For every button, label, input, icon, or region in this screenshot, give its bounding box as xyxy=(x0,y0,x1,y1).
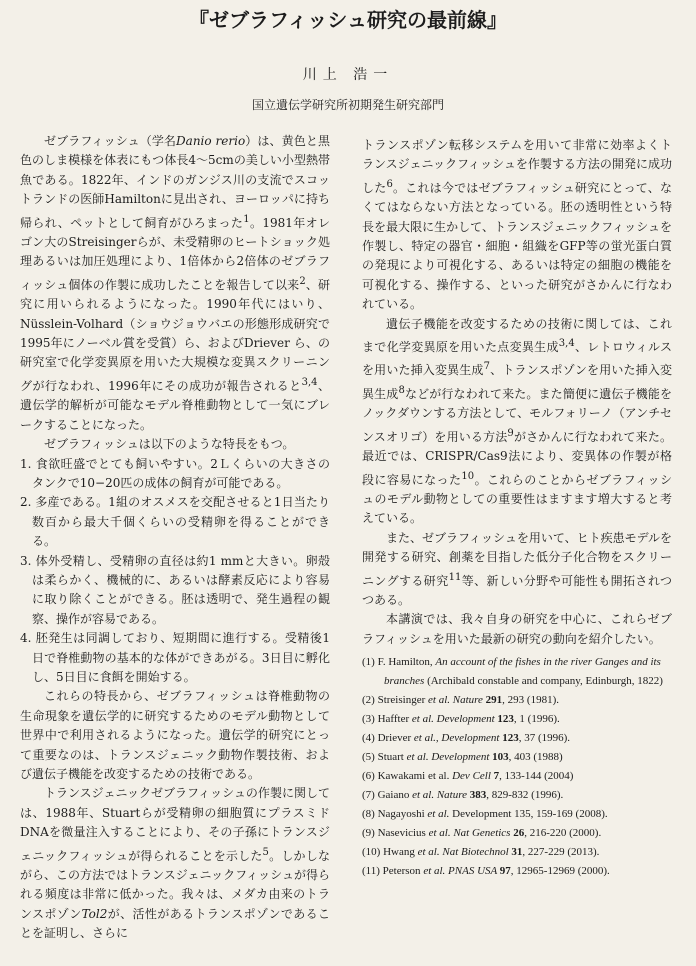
citation: 11 xyxy=(448,571,462,583)
reference-item: (4) Driever et al., Development 123, 37 (1996). xyxy=(362,732,571,745)
reference-item: (11) Peterson et al. PNAS USA 97, 12965-12969 (2000). xyxy=(362,865,610,878)
reference-item: (9) Nasevicius et al. Nat Genetics 26, 216-220 (2000). xyxy=(362,827,602,840)
reference-item: (5) Stuart et al. Development 103, 403 (1988) xyxy=(362,751,563,764)
feature-item: 4. 胚発生は同調しており、短期間に進行する。受精後1日で脊椎動物の基本的な体ができあがる。3日目に孵化し、5日目に食餌を開始する。 xyxy=(20,631,330,684)
reference-item: (2) Streisinger et al. Nature 291, 293 (1981). xyxy=(362,694,559,707)
feature-item: 1. 食欲旺盛でとても飼いやすい。2Ｌくらいの大きさのタンクで10−20匹の成体の飼育が可能である。 xyxy=(20,456,330,490)
reference-item: (1) F. Hamilton, An account of the fishes in the river Ganges and its branches (Archibald constable and company, Edinburgh, 1822) xyxy=(362,656,663,688)
reference-item: (8) Nagayoshi et al. Development 135, 159-169 (2008). xyxy=(362,808,608,821)
paragraph-features-intro: ゼブラフィッシュは以下のような特長をもつ。 xyxy=(44,437,295,452)
left-column xyxy=(20,132,330,958)
paragraph-model-animal: これらの特長から、ゼブラフィッシュは脊椎動物の生命現象を遺伝学的に研究するためのモデル動物として世界中で利用されるようになった。遺伝学的研究にとって重要なのは、トランスジェニック動物作製技術、および遺伝子機能を改変するための技術である。 xyxy=(20,689,330,781)
right-column xyxy=(362,136,672,962)
citation: 5 xyxy=(262,846,269,858)
citation: 1 xyxy=(243,213,250,225)
citation: 8 xyxy=(398,384,405,396)
author-name: 川上 浩一 xyxy=(302,67,394,83)
page-title: 『ゼブラフィッシュ研究の最前線』 xyxy=(189,8,507,32)
citation: 10 xyxy=(461,470,475,482)
paragraph-disease-model: また、ゼブラフィッシュを用いて、ヒト疾患モデルを開発する研究、創薬を目指した低分子化合物をスクリーニングする研究$^{11}$等、新しい分野や可能性も開拓されつつある。 xyxy=(362,530,672,607)
reference-item: (7) Gaiano et al. Nature 383, 829-832 (1996). xyxy=(362,789,564,802)
scientific-name: Danio rerio xyxy=(176,134,246,148)
citation: 7 xyxy=(483,361,490,373)
paragraph-transposon: トランスポゾン転移システムを用いて非常に効率よくトランスジェニックフィッシュを作製する方法の開発に成功した$^6$。これは今ではゼブラフィッシュ研究にとって、なくてはならない方法となっている。胚の透明性という特長を最大限に生かして、トランスジェニックフィッシュを作製し、特定の器官・細胞・組織をGFP等の蛍光蛋白質の発現により可視化する、あるいは特定の細胞の機能を可視化する、操作する、といった研究がさかんに行なわれている。 xyxy=(362,138,672,312)
reference-item: (10) Hwang et al. Nat Biotechnol 31, 227-229 (2013). xyxy=(362,846,600,859)
reference-list xyxy=(362,653,672,881)
paragraph-lecture: 本講演では、我々自身の研究を中心に、これらゼブラフィッシュを用いた最新の研究の動向を紹介したい。 xyxy=(362,612,672,646)
affiliation: 国立遺伝学研究所初期発生研究部門 xyxy=(251,98,444,112)
paragraph-intro: ゼブラフィッシュ（学名Danio rerio）は、黄色と黒色のしま模様を体表にもつ体長4〜5cmの美しい小型熱帯魚である。1822年、インドのガンジス川の支流でスコットランドの医師Hamiltonに見出され、ヨーロッパに持ち帰られ、ペットとして飼育がひろまった$^1$。1981年オレゴン大のStreisingerらが、未受精卵のヒートショック処理あるいは加圧処理により、1倍体から2倍体のゼブラフィッシュ個体の作製に成功したことを報告して以来$^2$、研究に用いられるようになった。1990年代にはいり、Nüsslein-Volhard（ショウジョウバエの形態形成研究で1995年にノーベル賞を受賞）ら、およびDriever ら、の研究室で化学変異原を用いた大規模な変異スクリーニングが行なわれ、1996年にその成功が報告されると$^{3,4}$、遺伝学的解析が可能なモデル脊椎動物として一気にブレークすることになった。 xyxy=(20,134,330,432)
feature-item: 3. 体外受精し、受精卵の直径は約1 mmと大きい。卵殻は柔らかく、機械的に、あるいは酵素反応により容易に取り除くことができる。胚は透明で、発生過程の観察、操作が容易である。 xyxy=(20,553,330,626)
transposon-name: Tol2 xyxy=(81,906,108,921)
paragraph-gene-function: 遺伝子機能を改変するための技術に関しては、これまで化学変異原を用いた点変異生成$^{3,4}$、レトロウィルスを用いた挿入変異生成$^7$、トランスポゾンを用いた挿入変異生成$^8$などが行なわれて来た。また簡便に遺伝子機能をノックダウンする方法として、モルフォリーノ（アンチセンスオリゴ）を用いる方法$^9$がさかんに行なわれて来た。最近では、CRISPR/Cas9法により、変異体の作製が格段に容易になった$^{10}$。これらのことからゼブラフィッシュのモデル動物としての重要性はますます増大すると考えている。 xyxy=(362,316,672,526)
reference-item: (3) Haffter et al. Development 123, 1 (1996). xyxy=(362,713,560,726)
paragraph-transgenic: トランスジェニックゼブラフィッシュの作製に関しては、1988年、Stuartらが受精卵の細胞質にプラスミドDNAを微量注入することにより、その子孫にトランスジェニックフィッシュが得られることを示した$^5$。しかしながら、この方法ではトランスジェニックフィッシュが得られる頻度は非常に低かった。我々は、メダカ由来のトランスポゾンTol2が、活性があるトランスポゾンであることを証明し、さらに xyxy=(20,786,330,941)
citation: 6 xyxy=(386,178,393,190)
citation: 3,4 xyxy=(301,376,318,388)
citation: 3,4 xyxy=(558,338,575,350)
citation: 2 xyxy=(299,275,306,287)
citation: 9 xyxy=(507,427,514,439)
reference-item: (6) Kawakami et al. Dev Cell 7, 133-144 (2004) xyxy=(362,770,574,783)
feature-item: 2. 多産である。1組のオスメスを交配させると1日当たり数百から最大千個くらいの受精卵を得ることができる。 xyxy=(20,495,330,549)
